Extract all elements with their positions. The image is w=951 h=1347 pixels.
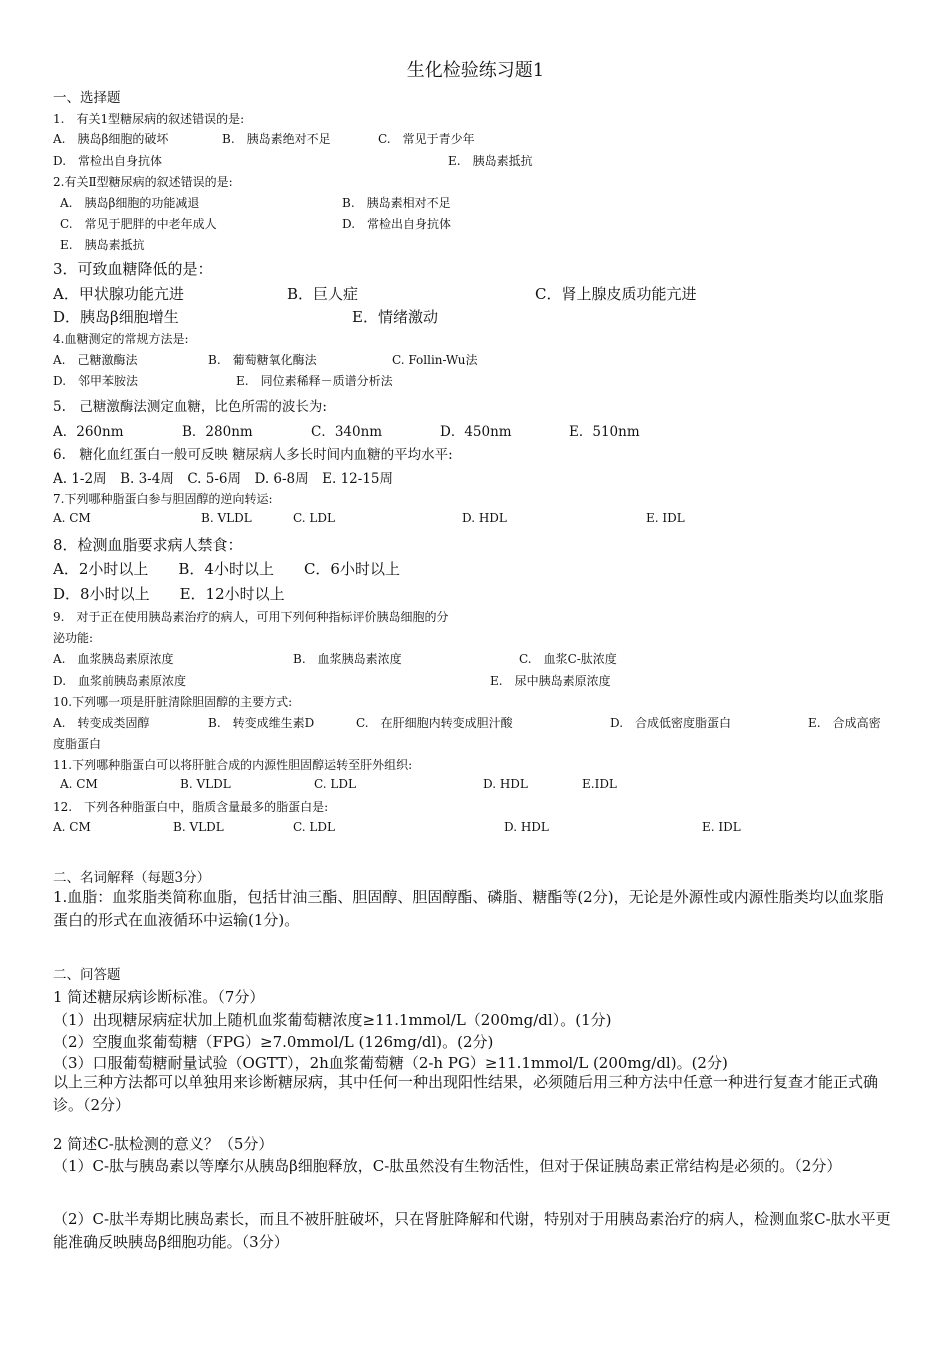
question-7-option-a: A. CM (53, 511, 91, 525)
question-10-stem: 10.下列哪一项是肝脏清除胆固醇的主要方式: (53, 695, 293, 709)
section-heading-qa: 二、问答题 (53, 967, 121, 983)
question-12-stem: 12. 下列各种脂蛋白中，脂质含量最多的脂蛋白是: (53, 800, 329, 814)
qa-1-conclusion: 以上三种方法都可以单独用来诊断糖尿病，其中任何一种出现阳性结果，必须随后用三种方法中任意一种进行复查才能正式确诊。（2分） (53, 1073, 879, 1114)
question-1-stem: 1. 有关1型糖尿病的叙述错误的是: (53, 112, 245, 126)
question-5-stem: 5. 己糖激酶法测定血糖，比色所需的波长为: (53, 399, 327, 415)
question-5-option-c: C．340nm (311, 424, 383, 440)
question-4-option-e: E. 同位素稀释－质谱分析法 (236, 374, 393, 388)
question-5-option-b: B．280nm (182, 424, 253, 440)
question-9-stem: 9. 对于正在使用胰岛素治疗的病人，可用下列何种指标评价胰岛细胞的分 (53, 610, 449, 624)
question-9-option-c: C. 血浆C-肽浓度 (519, 652, 617, 666)
question-9-option-b: B. 血浆胰岛素浓度 (293, 652, 402, 666)
question-2-option-e: E. 胰岛素抵抗 (60, 238, 145, 252)
question-4-option-d: D. 邻甲苯胺法 (53, 374, 139, 388)
question-3-option-c: C．肾上腺皮质功能亢进 (535, 285, 697, 303)
qa-2-point-1: （1）C-肽与胰岛素以等摩尔从胰岛β细胞释放，C-肽虽然没有生物活性，但对于保证胰岛素正常结构是必须的。（2分） (53, 1157, 842, 1175)
question-4-stem: 4.血糖测定的常规方法是: (53, 332, 189, 346)
question-10-option-c: C. 在肝细胞内转变成胆汁酸 (356, 716, 513, 730)
question-1-option-b: B. 胰岛素绝对不足 (222, 132, 331, 146)
document-title: 生化检验练习题1 (406, 60, 545, 81)
question-11-option-c: C. LDL (314, 777, 356, 791)
question-1-option-c: C. 常见于青少年 (378, 132, 475, 146)
question-2-option-c: C. 常见于肥胖的中老年成人 (60, 217, 217, 231)
question-3-option-e: E．情绪激动 (352, 308, 438, 326)
question-7-option-d: D. HDL (462, 511, 507, 525)
question-11-option-d: D. HDL (483, 777, 528, 791)
question-9-option-d: D. 血浆前胰岛素原浓度 (53, 674, 187, 688)
question-4-option-a: A. 己糖激酶法 (53, 353, 138, 367)
question-2-option-b: B. 胰岛素相对不足 (342, 196, 451, 210)
question-12-option-c: C. LDL (293, 820, 335, 834)
question-8-options-row-2: D．8小时以上 E．12小时以上 (53, 585, 285, 603)
question-6-options: A. 1-2周 B. 3-4周 C. 5-6周 D. 6-8周 E. 12-15周 (53, 471, 394, 487)
question-7-option-b: B. VLDL (201, 511, 252, 525)
question-8-stem: 8．检测血脂要求病人禁食： (53, 536, 243, 554)
question-12-option-e: E. IDL (702, 820, 741, 834)
question-11-option-a: A. CM (60, 777, 98, 791)
question-5-option-d: D．450nm (440, 424, 512, 440)
qa-1-point-2: （2）空腹血浆葡萄糖（FPG）≥7.0mmol/L (126mg/dl)。(2分) (53, 1033, 494, 1051)
question-10-option-e: E. 合成高密 (808, 716, 881, 730)
term-1-definition: 1.血脂：血浆脂类简称血脂，包括甘油三酯、胆固醇、胆固醇酯、磷脂、糖酯等(2分)，无论是外源性或内源性脂类均以血浆脂蛋白的形式在血液循环中运输(1分)。 (53, 888, 884, 929)
qa-1-title: 1 简述糖尿病诊断标准。（7分） (53, 988, 265, 1006)
question-3-stem: 3．可致血糖降低的是： (53, 260, 213, 278)
question-10-option-d: D. 合成低密度脂蛋白 (610, 716, 732, 730)
section-heading-terms: 二、名词解释（每题3分） (53, 870, 211, 886)
question-1-option-e: E. 胰岛素抵抗 (448, 154, 533, 168)
question-4-option-b: B. 葡萄糖氧化酶法 (208, 353, 317, 367)
question-3-option-d: D．胰岛β细胞增生 (53, 308, 179, 326)
question-5-option-e: E．510nm (569, 424, 640, 440)
question-11-stem: 11.下列哪种脂蛋白可以将肝脏合成的内源性胆固醇运转至肝外组织: (53, 758, 413, 772)
question-3-option-b: B．巨人症 (287, 285, 359, 303)
question-10-option-a: A. 转变成类固醇 (53, 716, 150, 730)
qa-2-point-2: （2）C-肽半寿期比胰岛素长，而且不被肝脏破坏，只在肾脏降解和代谢，特别对于用胰岛素治疗的病人，检测血浆C-肽水平更能准确反映胰岛β细胞功能。（3分） (53, 1210, 891, 1251)
question-8-options-row-1: A．2小时以上 B．4小时以上 C．6小时以上 (53, 560, 400, 578)
qa-1-point-3: （3）口服葡萄糖耐量试验（OGTT），2h血浆葡萄糖（2-h PG）≥11.1mmol/L (200mg/dl)。(2分) (53, 1054, 728, 1072)
question-4-option-c: C. Follin-Wu法 (392, 353, 478, 367)
question-5-option-a: A．260nm (53, 424, 124, 440)
qa-2-title: 2 简述C-肽检测的意义？（5分） (53, 1135, 274, 1153)
question-2-stem: 2.有关Ⅱ型糖尿病的叙述错误的是: (53, 175, 233, 189)
question-6-stem: 6. 糖化血红蛋白一般可反映 糖尿病人多长时间内血糖的平均水平: (53, 447, 453, 463)
question-9-option-e: E. 尿中胰岛素原浓度 (490, 674, 611, 688)
question-3-option-a: A．甲状腺功能亢进 (53, 285, 184, 303)
question-11-option-e: E.IDL (582, 777, 617, 791)
qa-1-point-1: （1）出现糖尿病症状加上随机血浆葡萄糖浓度≥11.1mmol/L（200mg/dl）。(1分) (53, 1011, 612, 1029)
question-7-stem: 7.下列哪种脂蛋白参与胆固醇的逆向转运: (53, 492, 273, 506)
question-1-option-a: A. 胰岛β细胞的破坏 (53, 132, 169, 146)
question-12-option-a: A. CM (53, 820, 91, 834)
question-7-option-e: E. IDL (646, 511, 685, 525)
question-12-option-d: D. HDL (504, 820, 549, 834)
question-10-option-e-continued: 度脂蛋白 (53, 737, 102, 751)
question-9-option-a: A. 血浆胰岛素原浓度 (53, 652, 174, 666)
section-heading-choice: 一、选择题 (53, 90, 121, 106)
question-11-option-b: B. VLDL (180, 777, 231, 791)
question-10-option-b: B. 转变成维生素D (208, 716, 315, 730)
question-12-option-b: B. VLDL (173, 820, 224, 834)
question-2-option-a: A. 胰岛β细胞的功能减退 (60, 196, 200, 210)
question-2-option-d: D. 常检出自身抗体 (342, 217, 452, 231)
question-1-option-d: D. 常检出自身抗体 (53, 154, 163, 168)
question-7-option-c: C. LDL (293, 511, 335, 525)
question-9-stem-continued: 泌功能: (53, 631, 94, 645)
